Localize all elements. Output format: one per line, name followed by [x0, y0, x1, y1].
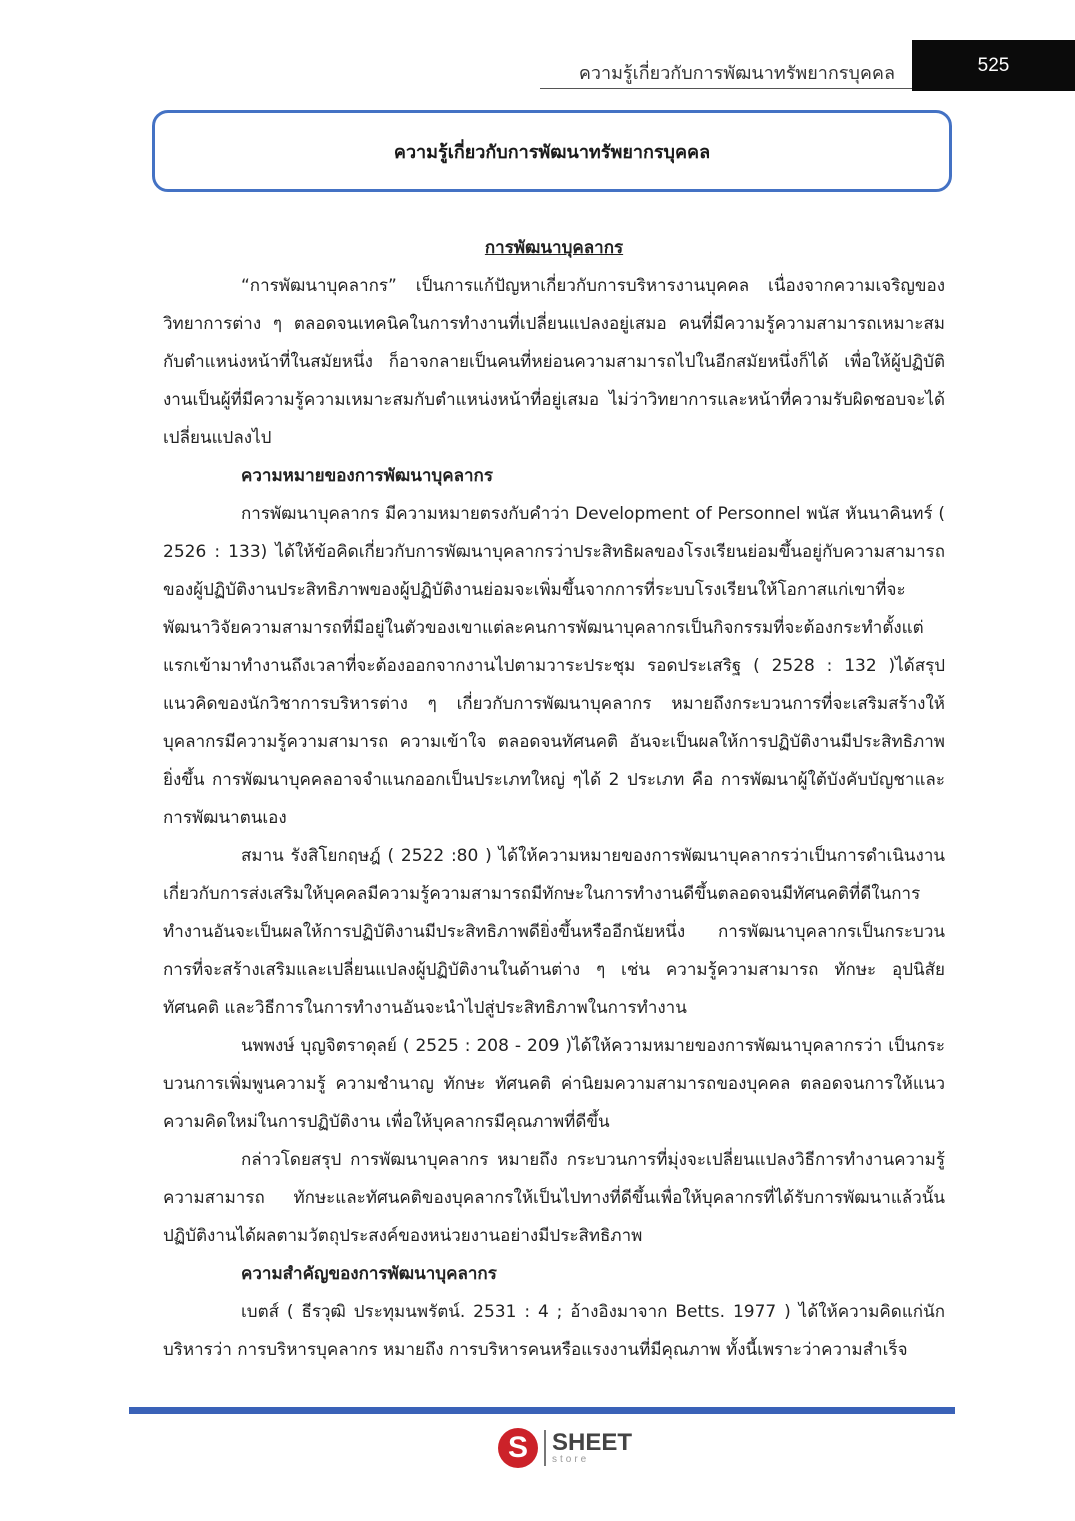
paragraph-meaning-3: นพพงษ์ บุญจิตราดุลย์ ( 2525 : 208 - 209 )ได้ให้ความหมายของการพัฒนาบุคลากรว่า เป็นกระบวนการเพิ่มพูนความรู้ ความชำนาญ ทักษะ ทัศนคติ ค่านิยมความสามารถของบุคคล ตลอดจนการให้แนวความคิดใหม่ในการปฏิบัติงาน เพื่อให้บุคลากรมีคุณภาพที่ดีขึ้น: [163, 1036, 945, 1132]
section-heading: การพัฒนาบุคลากร: [484, 238, 624, 258]
chapter-title-box: [152, 110, 952, 192]
logo-divider: [544, 1430, 546, 1466]
header-title: ความรู้เกี่ยวกับการพัฒนาทรัพยากรบุคคล: [578, 63, 895, 84]
paragraph-meaning-1: การพัฒนาบุคลากร มีความหมายตรงกับคำว่า Development of Personnel พนัส หันนาคินทร์ ( 2526 : 133) ได้ให้ข้อคิดเกี่ยวกับการพัฒนาบุคลากรว่าประสิทธิผลของโรงเรียนย่อมขึ้นอยู่กับความสามารถของผู้ปฏิบัติงานประสิทธิภาพของผู้ปฏิบัติงานย่อมจะเพิ่มขึ้นจากการที่ระบบโรงเรียนให้โอกาสแก่เขาที่จะพัฒนาวิจัยความสามารถที่มีอยู่ในตัวของเขาแต่ละคนการพัฒนาบุคลากรเป็นกิจกรรมที่จะต้องกระทำตั้งแต่แรกเข้ามาทำงานถึงเวลาที่จะต้องออกจากงานไปตามวาระประชุม รอดประเสริฐ ( 2528 : 132 )ได้สรุปแนวคิดของนักวิชาการบริหารต่าง ๆ เกี่ยวกับการพัฒนาบุคลากร หมายถึงกระบวนการที่จะเสริมสร้างให้บุคลากรมีความรู้ความสามารถ ความเข้าใจ ตลอดจนทัศนคติ อันจะเป็นผลให้การปฏิบัติงานมีประสิทธิภาพยิ่งขึ้น การพัฒนาบุคคลอาจจำแนกออกเป็นประเภทใหญ่ ๆได้ 2 ประเภท คือ การพัฒนาผู้ใต้บังคับบัญชาและการพัฒนาตนเอง: [163, 504, 945, 828]
page-number: 525: [912, 40, 1075, 91]
logo-s-icon: S: [498, 1428, 538, 1468]
footer-rule: [129, 1407, 955, 1414]
paragraph-intro: “การพัฒนาบุคลากร” เป็นการแก้ปัญหาเกี่ยวกับการบริหารงานบุคคล เนื่องจากความเจริญของวิทยาการต่าง ๆ ตลอดจนเทคนิคในการทำงานที่เปลี่ยนแปลงอยู่เสมอ คนที่มีความรู้ความสามารถเหมาะสมกับตำแหน่งหน้าที่ในสมัยหนึ่ง ก็อาจกลายเป็นคนที่หย่อนความสามารถไปในอีกสมัยหนึ่งก็ได้ เพื่อให้ผู้ปฏิบัติงานเป็นผู้ที่มีความรู้ความเหมาะสมกับตำแหน่งหน้าที่อยู่เสมอ ไม่ว่าวิทยาการและหน้าที่ความรับผิดชอบจะได้เปลี่ยนแปลงไป: [163, 276, 945, 448]
document-body: [163, 229, 945, 1369]
paragraph-summary: กล่าวโดยสรุป การพัฒนาบุคลากร หมายถึง กระบวนการที่มุ่งจะเปลี่ยนแปลงวิธีการทำงานความรู้ความสามารถ ทักษะและทัศนคติของบุคลากรให้เป็นไปทางที่ดีขึ้นเพื่อให้บุคลากรที่ได้รับการพัฒนาแล้วนั้นปฏิบัติงานได้ผลตามวัตถุประสงค์ของหน่วยงานอย่างมีประสิทธิภาพ: [163, 1150, 945, 1246]
logo-wordmark: [552, 1431, 632, 1465]
sheet-store-logo: [498, 1426, 648, 1470]
chapter-title: ความรู้เกี่ยวกับการพัฒนาทรัพยากรบุคคล: [393, 141, 711, 163]
header-rule: [540, 88, 912, 89]
subheading-importance: ความสำคัญของการพัฒนาบุคลากร: [241, 1264, 497, 1284]
paragraph-meaning-2: สมาน รังสิโยกฤษฎ์ ( 2522 :80 ) ได้ให้ความหมายของการพัฒนาบุคลากรว่าเป็นการดำเนินงานเกี่ยวกับการส่งเสริมให้บุคคลมีความรู้ความสามารถมีทักษะในการทำงานดีขึ้นตลอดจนมีทัศนคติที่ดีในการทำงานอันจะเป็นผลให้การปฏิบัติงานมีประสิทธิภาพดียิ่งขึ้นหรืออีกนัยหนึ่ง การพัฒนาบุคลากรเป็นกระบวนการที่จะสร้างเสริมและเปลี่ยนแปลงผู้ปฏิบัติงานในด้านต่าง ๆ เช่น ความรู้ความสามารถ ทักษะ อุปนิสัย ทัศนคติ และวิธีการในการทำงานอันจะนำไปสู่ประสิทธิภาพในการทำงาน: [163, 846, 945, 1018]
subheading-meaning: ความหมายของการพัฒนาบุคลากร: [241, 466, 493, 486]
logo-main-text: SHEET: [552, 1429, 633, 1456]
logo-sub-text: store: [552, 1454, 590, 1465]
paragraph-importance: เบตส์ ( ธีรวุฒิ ประทุมนพรัตน์. 2531 : 4 ; อ้างอิงมาจาก Betts. 1977 ) ได้ให้ความคิดแก่นักบริหารว่า การบริหารบุคลากร หมายถึง การบริหารคนหรือแรงงานที่มีคุณภาพ ทั้งนี้เพราะว่าความสำเร็จ: [163, 1302, 945, 1360]
